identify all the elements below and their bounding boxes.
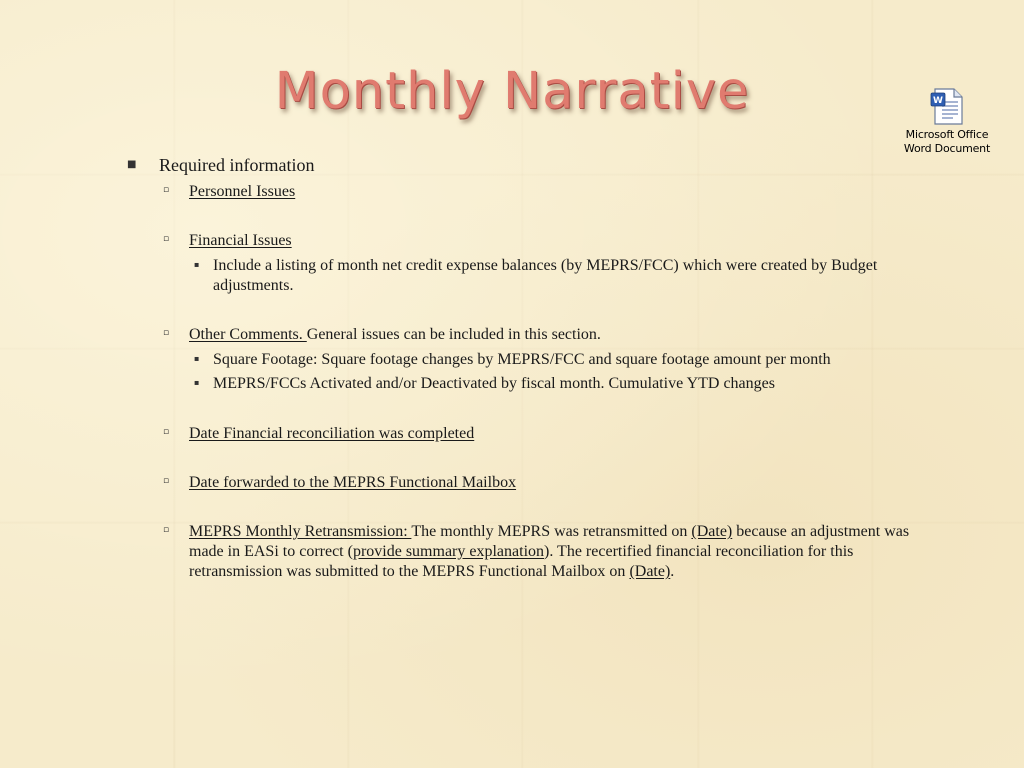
caption-line-1: Microsoft Office xyxy=(905,128,989,141)
bullet-retransmission xyxy=(189,522,934,582)
personnel-issues-text: Personnel Issues xyxy=(189,183,296,200)
date-forwarded-text: Date forwarded to the MEPRS Functional Mailbox xyxy=(189,474,517,491)
svg-text:W: W xyxy=(933,96,943,106)
caption-line-2: Word Document xyxy=(903,142,991,155)
bullet-square-footage: Square Footage: Square footage changes by MEPRS/FCC and square footage amount per month xyxy=(213,351,831,368)
bullet-personnel-issues xyxy=(189,182,295,202)
bullet-marker-level2: ▫ xyxy=(163,328,170,338)
other-comments-text: General issues can be included in this section. xyxy=(306,326,601,343)
bullet-marker-level2: ▫ xyxy=(163,525,170,535)
retransmission-text-3: . The recertified financial reconciliation for this retransmission was submitted to the MEPRS Functional Mailbox on xyxy=(189,543,854,580)
slide-title: Monthly Narrative xyxy=(274,62,750,121)
date-reconciliation-text: Date Financial reconciliation was completed xyxy=(189,425,475,442)
retransmission-label: MEPRS Monthly Retransmission: xyxy=(189,523,412,540)
bullet-marker-level2: ▫ xyxy=(163,427,170,437)
bullet-date-reconciliation xyxy=(189,424,474,444)
retransmission-paren-open: ( xyxy=(347,543,353,560)
bullet-meprs-activated: MEPRS/FCCs Activated and/or Deactivated by fiscal month. Cumulative YTD changes xyxy=(213,375,775,392)
bullet-financial-issues xyxy=(189,231,292,251)
retransmission-date-1: (Date) xyxy=(691,523,733,540)
bullet-required-information: Required information xyxy=(159,155,315,175)
retransmission-paren-close: ) xyxy=(544,543,550,560)
bullet-marker-level3: ▪ xyxy=(194,260,200,269)
bullet-marker-level3: ▪ xyxy=(194,354,200,363)
bullet-date-forwarded xyxy=(189,473,516,493)
bullet-marker-level2: ▫ xyxy=(163,476,170,486)
retransmission-text-2: because an adjustment was made in EASi to correct xyxy=(189,523,910,560)
retransmission-text-1: The monthly MEPRS was retransmitted on xyxy=(411,523,692,540)
retransmission-end: . xyxy=(670,563,675,580)
bullet-other-comments xyxy=(189,325,601,345)
retransmission-explanation: provide summary explanation xyxy=(352,543,545,560)
bullet-marker-level1: ■ xyxy=(127,159,137,170)
bullet-marker-level2: ▫ xyxy=(163,234,170,244)
bullet-marker-level3: ▪ xyxy=(194,378,200,387)
bullet-marker-level2: ▫ xyxy=(163,185,170,195)
financial-issues-text: Financial Issues xyxy=(189,232,292,249)
other-comments-label: Other Comments. xyxy=(189,326,307,343)
retransmission-date-2: (Date) xyxy=(629,563,671,580)
bullet-financial-sub: Include a listing of month net credit expense balances (by MEPRS/FCC) which were created by Budget adjustments. xyxy=(213,257,878,294)
